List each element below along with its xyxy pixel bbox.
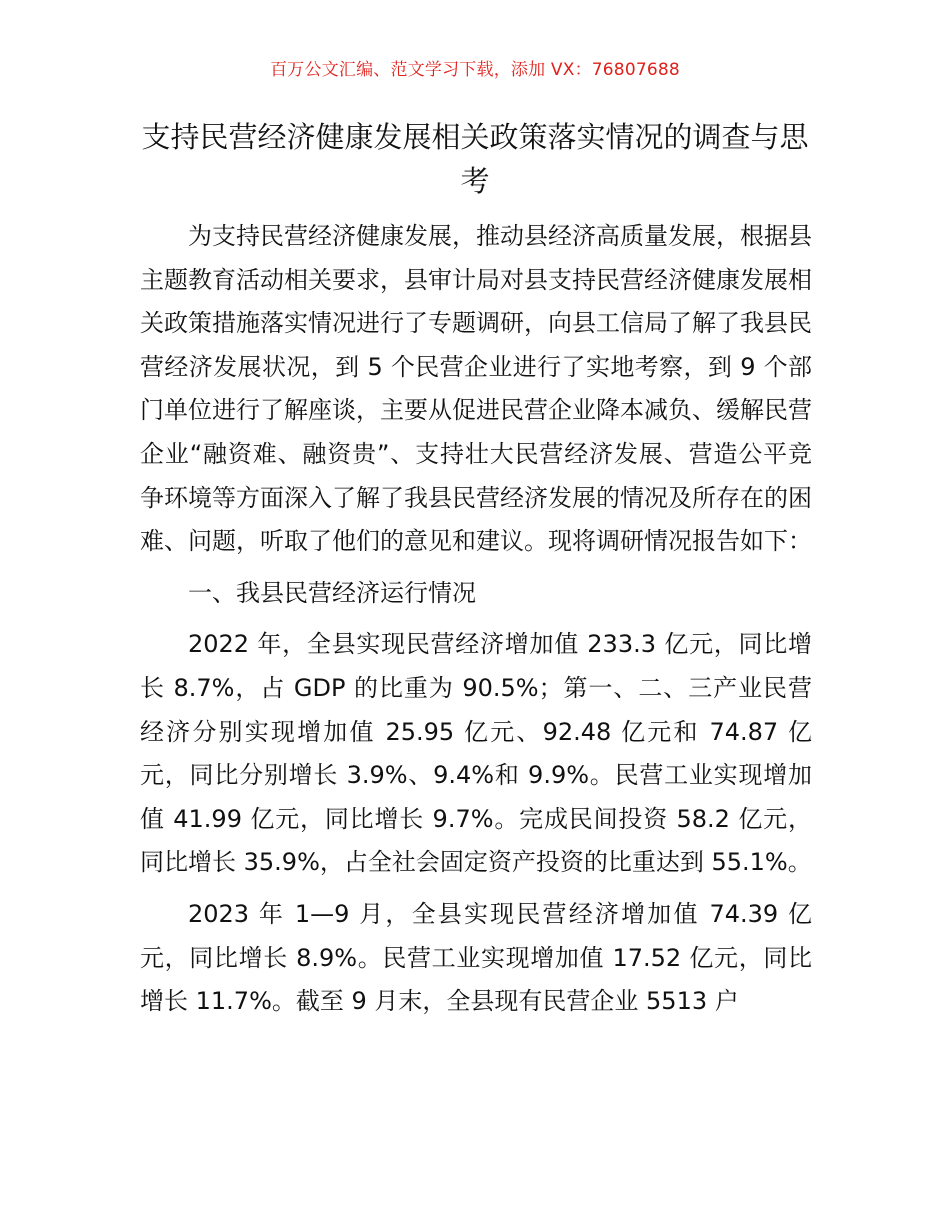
paragraph-2023-stats: 2023 年 1—9 月，全县实现民营经济增加值 74.39 亿元，同比增长 8.9%。民营工业实现增加值 17.52 亿元，同比增长 11.7%。截至 9 月末，全县现有民营企业 5513 户 — [140, 899, 812, 1016]
document-title: 支持民营经济健康发展相关政策落实情况的调查与思考 — [141, 120, 809, 198]
paragraph-2022-stats: 2022 年，全县实现民营经济增加值 233.3 亿元，同比增长 8.7%，占 GDP 的比重为 90.5%；第一、二、三产业民营经济分别实现增加值 25.95 亿元、92.48 亿元和 74.87 亿元，同比分别增长 3.9%、9.4%和 9.9%。民营工业实现增加值 41.99 亿元，同比增长 9.7%。完成民间投资 58.2 亿元，同比增长 35.9%，占全社会固定资产投资的比重达到 55.1%。 — [140, 630, 812, 877]
watermark-header: 百万公文汇编、范文学习下载，添加 VX：76807688 — [270, 60, 680, 80]
section-heading: 一、我县民营经济运行情况 — [188, 578, 476, 607]
intro-paragraph: 为支持民营经济健康发展，推动县经济高质量发展，根据县主题教育活动相关要求，县审计局对县支持民营经济健康发展相关政策措施落实情况进行了专题调研，向县工信局了解了我县民营经济发展状况，到 5 个民营企业进行了实地考察，到 9 个部门单位进行了解座谈，主要从促进民营企业降本减负、缓解民营企业“融资难、融资贵”、支持壮大民营经济发展、营造公平竞争环境等方面深入了解了我县民营经济发展的情况及所存在的困难、问题，听取了他们的意见和建议。现将调研情况报告如下： — [140, 222, 812, 556]
document-body — [140, 215, 812, 1032]
